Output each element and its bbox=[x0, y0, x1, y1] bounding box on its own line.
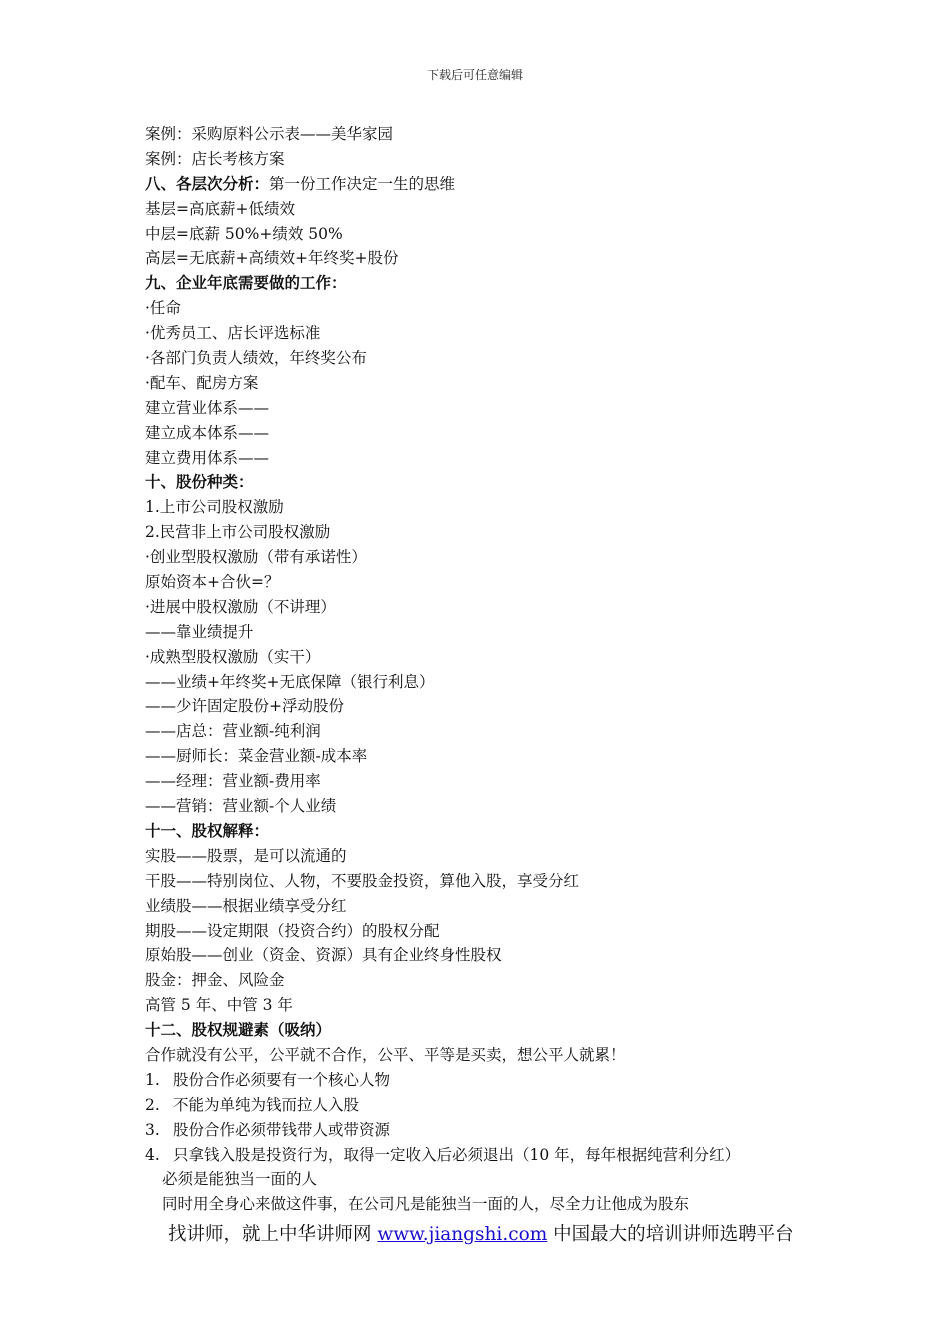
footer-link[interactable]: www.jiangshi.com bbox=[377, 1224, 548, 1245]
numbered-item bbox=[145, 1118, 825, 1143]
line-text: ·进展中股权激励（不讲理） bbox=[145, 597, 336, 616]
line-text: 建立营业体系—— bbox=[145, 398, 270, 417]
text-line bbox=[145, 346, 825, 371]
line-text: 干股——特别岗位、人物，不要股金投资，算他入股，享受分红 bbox=[145, 871, 580, 890]
line-text: 基层=高底薪+低绩效 bbox=[145, 199, 295, 218]
text-line bbox=[145, 495, 825, 520]
line-text: 建立成本体系—— bbox=[145, 423, 270, 442]
line-text: 案例：采购原料公示表——美华家园 bbox=[145, 125, 394, 143]
line-text: 股金：押金、风险金 bbox=[145, 971, 285, 990]
text-line bbox=[145, 122, 825, 147]
section-heading: 十二、股权规避素（吸纳） bbox=[145, 1020, 332, 1040]
text-line bbox=[145, 869, 825, 894]
text-line bbox=[145, 919, 825, 944]
item-number: 1. bbox=[145, 1070, 160, 1089]
line-text: 只拿钱入股是投资行为，取得一定收入后必须退出（10 年，每年根据纯营利分红） bbox=[173, 1145, 741, 1164]
text-line bbox=[145, 371, 825, 396]
line-text: ——少许固定股份+浮动股份 bbox=[145, 697, 344, 716]
line-text: ——店总：营业额-纯利润 bbox=[145, 722, 321, 741]
line-text: ——厨师长：菜金营业额-成本率 bbox=[145, 747, 368, 766]
line-text: ·创业型股权激励（带有承诺性） bbox=[145, 548, 367, 567]
text-line bbox=[145, 246, 825, 271]
line-text: 不能为单纯为钱而拉人入股 bbox=[173, 1095, 360, 1114]
text-line bbox=[145, 570, 825, 595]
line-text: 合作就没有公平，公平就不合作，公平、平等是买卖，想公平人就累！ bbox=[145, 1045, 626, 1064]
section-heading-line bbox=[145, 1018, 825, 1043]
line-text: 案例：店长考核方案 bbox=[145, 149, 285, 168]
text-line bbox=[145, 744, 825, 769]
section-heading: 十一、股权解释： bbox=[145, 820, 270, 840]
text-line bbox=[145, 197, 825, 222]
line-text: 高管 5 年、中管 3 年 bbox=[145, 996, 293, 1015]
item-number: 2. bbox=[145, 1095, 160, 1114]
text-line bbox=[145, 296, 825, 321]
text-line bbox=[145, 520, 825, 545]
text-line bbox=[145, 321, 825, 346]
line-text: 建立费用体系—— bbox=[145, 448, 270, 467]
text-line bbox=[145, 147, 825, 172]
text-line bbox=[145, 968, 825, 993]
text-line bbox=[145, 396, 825, 421]
section-heading-line bbox=[145, 819, 825, 844]
text-line bbox=[145, 620, 825, 645]
line-text: 股份合作必须带钱带人或带资源 bbox=[173, 1120, 391, 1139]
text-line bbox=[145, 694, 825, 719]
line-text: 高层=无底薪+高绩效+年终奖+股份 bbox=[145, 249, 399, 268]
text-line bbox=[145, 670, 825, 695]
text-line bbox=[145, 595, 825, 620]
footer-suffix: 中国最大的培训讲师选聘平台 bbox=[547, 1224, 794, 1245]
line-text: 2.民营非上市公司股权激励 bbox=[145, 523, 331, 542]
text-line bbox=[145, 993, 825, 1018]
text-line bbox=[145, 894, 825, 919]
numbered-item bbox=[145, 1143, 825, 1168]
document-body bbox=[145, 122, 825, 1217]
section-heading: 十、股份种类： bbox=[145, 472, 254, 492]
text-line bbox=[145, 421, 825, 446]
line-text: 原始股——创业（资金、资源）具有企业终身性股权 bbox=[145, 946, 502, 965]
line-text: 原始资本+合伙=？ bbox=[145, 573, 280, 592]
line-text: 第一份工作决定一生的思维 bbox=[269, 174, 456, 193]
line-text: ——营销：营业额-个人业绩 bbox=[145, 797, 337, 816]
line-text: 实股——股票，是可以流通的 bbox=[145, 846, 347, 865]
text-line bbox=[145, 545, 825, 570]
text-line bbox=[145, 645, 825, 670]
line-text: 业绩股——根据业绩享受分红 bbox=[145, 896, 347, 915]
line-text: 中层=底薪 50%+绩效 50% bbox=[145, 224, 343, 243]
numbered-item bbox=[145, 1068, 825, 1093]
footer-prefix: 找讲师，就上中华讲师网 bbox=[168, 1224, 378, 1245]
item-number: 3. bbox=[145, 1120, 160, 1139]
section-heading: 九、企业年底需要做的工作： bbox=[145, 273, 347, 293]
line-text: ——靠业绩提升 bbox=[145, 622, 254, 641]
text-line bbox=[145, 844, 825, 869]
page-header: 下载后可任意编辑 bbox=[426, 68, 523, 82]
line-text: ——业绩+年终奖+无底保障（银行利息） bbox=[145, 672, 435, 691]
line-text: 股份合作必须要有一个核心人物 bbox=[173, 1070, 391, 1089]
text-line bbox=[145, 222, 825, 247]
item-number: 4. bbox=[145, 1145, 160, 1164]
line-text: ·任命 bbox=[145, 299, 181, 318]
line-text: ·各部门负责人绩效，年终奖公布 bbox=[145, 349, 367, 368]
line-text: 同时用全身心来做这件事，在公司凡是能独当一面的人，尽全力让他成为股东 bbox=[162, 1195, 690, 1214]
text-line bbox=[145, 446, 825, 471]
line-text: ·优秀员工、店长评选标准 bbox=[145, 324, 321, 343]
section-heading-line bbox=[145, 271, 825, 296]
line-text: 必须是能独当一面的人 bbox=[162, 1170, 318, 1189]
section-heading-line bbox=[145, 172, 825, 197]
line-text: 1.上市公司股权激励 bbox=[145, 498, 284, 517]
numbered-item bbox=[145, 1093, 825, 1118]
line-text: ——经理：营业额-费用率 bbox=[145, 772, 321, 791]
text-line bbox=[145, 769, 825, 794]
line-text: ·成熟型股权激励（实干） bbox=[145, 647, 321, 666]
section-heading-line bbox=[145, 470, 825, 495]
text-line bbox=[145, 719, 825, 744]
text-line bbox=[145, 1167, 825, 1192]
text-line bbox=[145, 943, 825, 968]
text-line bbox=[145, 1192, 825, 1217]
line-text: 期股——设定期限（投资合约）的股权分配 bbox=[145, 921, 440, 940]
footer bbox=[168, 1220, 794, 1246]
text-line bbox=[145, 794, 825, 819]
text-line bbox=[145, 1043, 825, 1068]
section-heading: 八、各层次分析： bbox=[145, 173, 270, 193]
line-text: ·配车、配房方案 bbox=[145, 373, 259, 392]
